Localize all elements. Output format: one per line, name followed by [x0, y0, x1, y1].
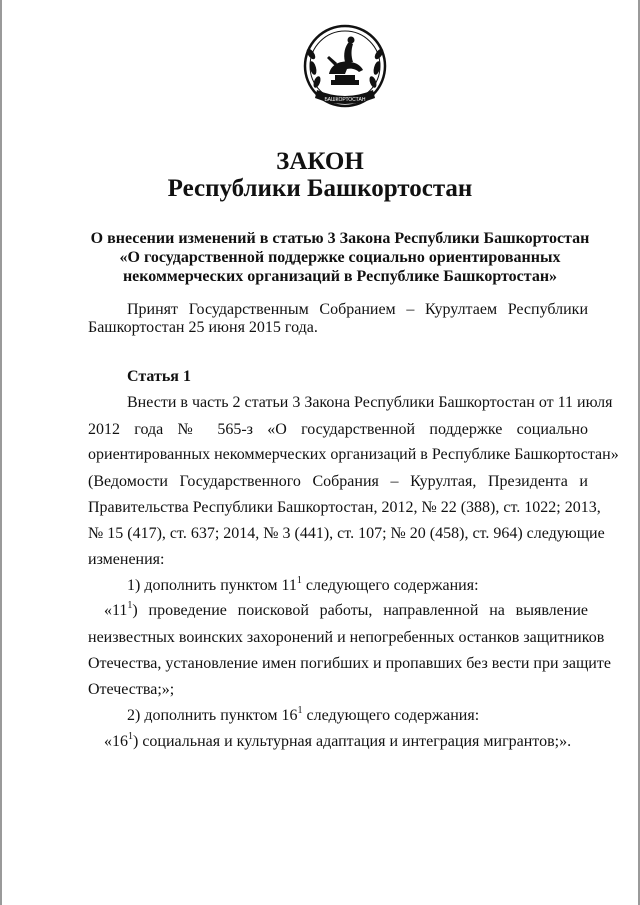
article-body-line: (Ведомости Государственного Собрания – Курултая, Президента и: [88, 473, 588, 490]
amendment-item-2: 2) дополнить пунктом $16^1$ следующего содержания:: [127, 704, 480, 724]
article-heading: Статья 1: [127, 368, 191, 385]
adoption-line-2: Башкортостан 25 июня 2015 года.: [88, 319, 318, 336]
amendment-quote-1-line: Отечества, установление имен погибших и пропавших без вести при защите: [88, 655, 611, 672]
law-subject-line-2: «О государственной поддержке социально ориентированных: [119, 249, 561, 266]
article-body-line: ориентированных некоммерческих организаций в Республике Башкортостан»: [88, 446, 619, 463]
amendment-quote-1-line: «$11^1$) проведение поисковой работы, направленной на выявление: [104, 599, 588, 619]
page-edge-left: [0, 0, 2, 905]
article-body-line: № 15 (417), ст. 637; 2014, № 3 (441), ст. 107; № 20 (458), ст. 964) следующие: [88, 525, 605, 542]
document-title: ЗАКОН: [276, 148, 364, 175]
adoption-line-1: Принят Государственным Собранием – Курултаем Республики: [127, 301, 588, 318]
amendment-item-1: 1) дополнить пунктом $11^1$ следующего содержания:: [127, 574, 479, 594]
emblem-label: БАШКОРТОСТАН: [324, 97, 366, 103]
bashkortostan-coat-of-arms-icon: [301, 22, 389, 114]
article-body-line: Внести в часть 2 статьи 3 Закона Республики Башкортостан от 11 июля: [127, 394, 613, 411]
article-body-line: 2012 года № 565-з «О государственной поддержке социально: [88, 421, 588, 438]
amendment-quote-1-line: неизвестных воинских захоронений и непогребенных останков защитников: [88, 629, 605, 646]
amendment-quote-1-line: Отечества;»;: [88, 681, 175, 698]
law-subject-line-1: О внесении изменений в статью 3 Закона Республики Башкортостан: [90, 230, 590, 247]
law-subject-line-3: некоммерческих организаций в Республике Башкортостан»: [122, 268, 558, 285]
article-body-line: Правительства Республики Башкортостан, 2012, № 22 (388), ст. 1022; 2013,: [88, 499, 601, 516]
document-title-republic: Республики Башкортостан: [167, 175, 473, 202]
article-body-line: изменения:: [88, 551, 165, 568]
amendment-quote-2: «$16^1$) социальная и культурная адаптация и интеграция мигрантов;».: [104, 730, 572, 750]
